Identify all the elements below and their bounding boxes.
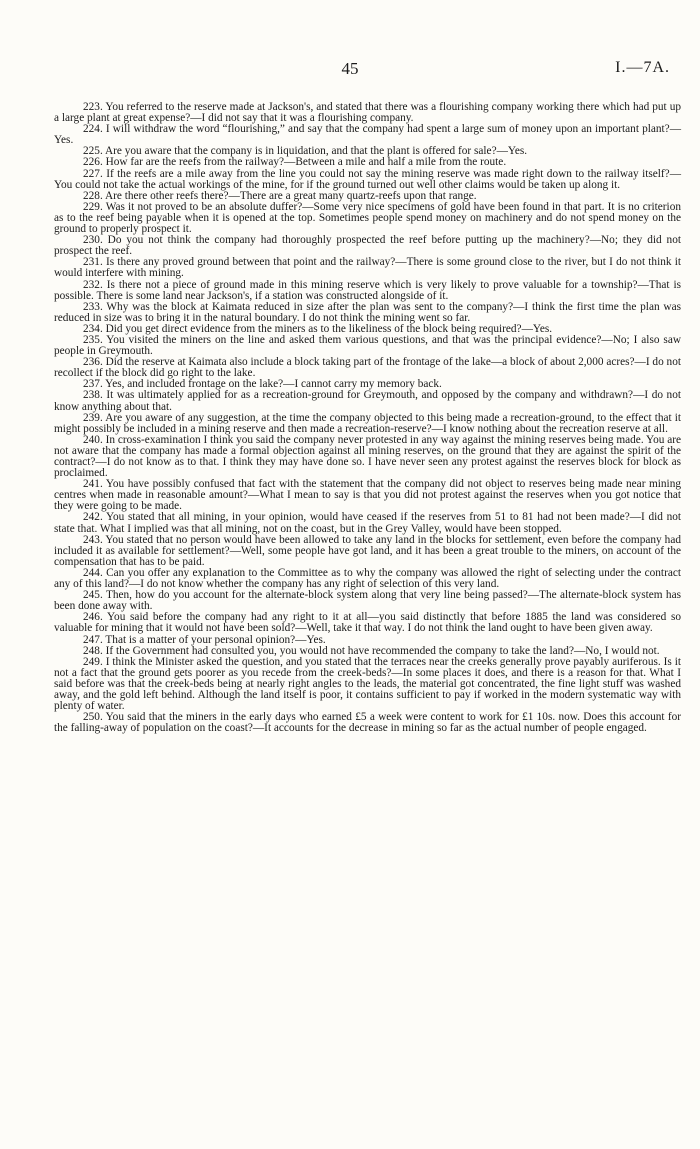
paragraph: 225. Are you aware that the company is in liquidation, and that the plant is offered for sale?—Yes. bbox=[83, 145, 528, 158]
paragraph: 223. You referred to the reserve made at Jackson's, and stated that there was a flourishing company working there which had put up a large plant at great expense?—I did not say that it was a flourishing company. bbox=[54, 101, 681, 125]
paragraph: 224. I will withdraw the word “flourishing,” and say that the company had spent a large sum of money upon an important plant?—Yes. bbox=[54, 123, 681, 147]
paragraph: 238. It was ultimately applied for as a recreation-ground for Greymouth, and opposed by the company and withdrawn?—I do not know anything about that. bbox=[54, 389, 681, 413]
paragraph: 233. Why was the block at Kaimata reduced in size after the plan was sent to the company?—I think the first time the plan was reduced in size was to bring it in the natural boundary. I do not think the mining went so far. bbox=[54, 300, 681, 324]
paragraph: 237. Yes, and included frontage on the lake?—I cannot carry my memory back. bbox=[83, 378, 442, 391]
paragraph: 244. Can you offer any explanation to the Committee as to why the company was allowed the right of selecting under the contract any of this land?—I do not know whether the company has any right of selection of this very land. bbox=[54, 566, 681, 591]
paragraph: 229. Was it not proved to be an absolute duffer?—Some very nice specimens of gold have been found in that part. It is no criterion as to the reef being payable when it is opened at the top. Sometimes people spend money on machinery and do not spend money on the ground to properly prospect it. bbox=[54, 200, 681, 236]
paragraph: 247. That is a matter of your personal opinion?—Yes. bbox=[83, 633, 326, 646]
paragraph: 249. I think the Minister asked the question, and you stated that the terraces near the creeks generally prove payably auriferous. Is it not a fact that the ground gets poorer as you recede from the creek-beds?—In some places it does, and there is a reason for that. What I said before was that the creek-beds being at nearly right angles to the leads, the material got concentrated, the fine light stuff was washed away, and the gold left behind. Although the land itself is poor, it contains sufficient to pay if worked in the modern systematic way with plenty of water. bbox=[54, 655, 681, 713]
paragraph: 248. If the Government had consulted you, you would not have recommended the company to take the land?—No, I would not. bbox=[83, 644, 660, 657]
paragraph: 245. Then, how do you account for the alternate-block system along that very line being passed?—The alternate-block system has been done away with. bbox=[54, 589, 681, 613]
paragraph: 246. You said before the company had any right to it at all—you said distinctly that before 1885 the land was considered so valuable for mining that it would not have been sold?—Well, take it that way. I do not think the land ought to have been given away. bbox=[54, 611, 681, 635]
paragraph: 243. You stated that no person would have been allowed to take any land in the blocks for settlement, even before the company had included it as available for settlement?—Well, some people have got land, and it has been a great trouble to the miners, on account of the compensation that has to be paid. bbox=[54, 533, 681, 568]
paragraph: 234. Did you get direct evidence from the miners as to the likeliness of the block being required?—Yes. bbox=[83, 322, 553, 335]
paragraph: 241. You have possibly confused that fact with the statement that the company did not object to reserves being made near mining centres when made in reasonable amount?—What I mean to say is that you did not protest against the reserves when you got notice that they were going to be made. bbox=[54, 478, 681, 513]
testimony-body bbox=[54, 102, 681, 734]
paragraph: 242. You stated that all mining, in your opinion, would have ceased if the reserves from 51 to 81 had not been made?—I did not state that. What I implied was that all mining, not on the coast, but in the Grey Valley, would have been stopped. bbox=[54, 511, 681, 535]
paragraph: 250. You said that the miners in the early days who earned £5 a week were content to work for £1 10s. now. Does this account for the falling-away of population on the coast?—It accounts for the decrease in mining so far as the actual number of people engaged. bbox=[54, 711, 681, 735]
page-number: 45 bbox=[341, 59, 359, 78]
paragraph: 235. You visited the miners on the line and asked them various questions, and that was the principal evidence?—No; I also saw people in Greymouth. bbox=[54, 333, 681, 358]
paragraph: 228. Are there other reefs there?—There are a great many quartz-reefs upon that range. bbox=[83, 189, 477, 202]
paragraph: 226. How far are the reefs from the railway?—Between a mile and half a mile from the route. bbox=[83, 156, 507, 169]
paragraph: 236. Did the reserve at Kaimata also include a block taking part of the frontage of the lake—a block of about 2,000 acres?—I do not recollect if the block did go right to the lake. bbox=[54, 356, 681, 380]
paragraph: 231. Is there any proved ground between that point and the railway?—There is some ground close to the river, but I do not think it would interfere with mining. bbox=[54, 256, 681, 280]
paragraph: 227. If the reefs are a mile away from the line you could not say the mining reserve was made right down to the railway itself?—You could not take the actual workings of the mine, for if the ground turned out well other claims would be taken up along it. bbox=[54, 167, 681, 191]
paragraph: 239. Are you aware of any suggestion, at the time the company objected to this being made a recreation-ground, to the effect that it might possibly be included in a mining reserve and then made a recreation-reserve?—I know nothing about the recreation reserve at all. bbox=[54, 411, 681, 435]
paragraph: 240. In cross-examination I think you said the company never protested in any way against the mining reserves being made. You are not aware that the company has made a formal objection against all mining reserves, on the ground that they are against the spirit of the contract?—I do not know as to that. I think they may have done so. I have never seen any protest against the reserves block for block as proclaimed. bbox=[54, 433, 681, 480]
paragraph: 232. Is there not a piece of ground made in this mining reserve which is very likely to prove valuable for a township?—That is possible. There is some land near Jackson's, if a station was constructed alongside of it. bbox=[54, 278, 681, 302]
document-reference: I.—7A. bbox=[615, 59, 670, 76]
paragraph: 230. Do you not think the company had thoroughly prospected the reef before putting up the machinery?—No; they did not prospect the reef. bbox=[54, 234, 681, 258]
